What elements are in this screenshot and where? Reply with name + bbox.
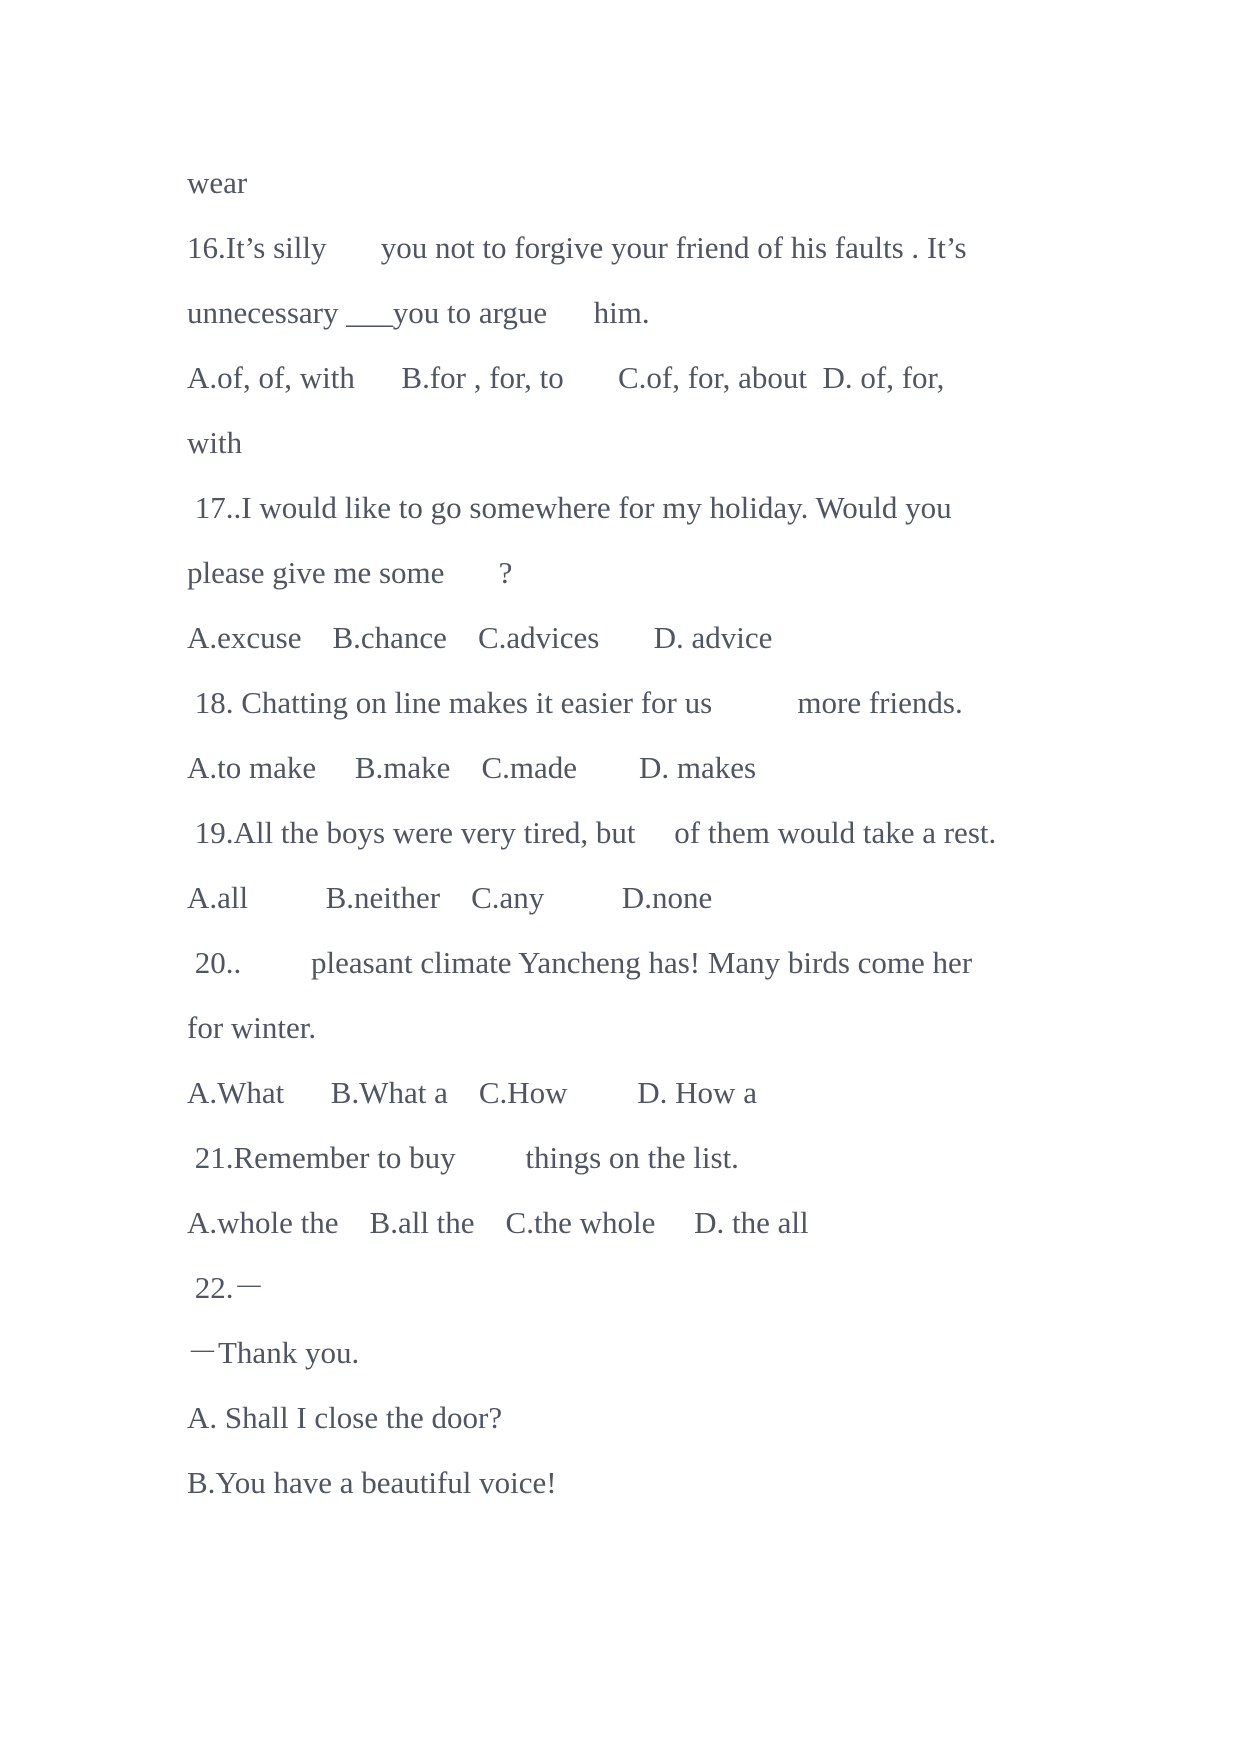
question-19: 19.All the boys were very tired, but of them would take a rest. xyxy=(187,815,997,850)
question-22-reply: －Thank you. xyxy=(187,1335,360,1370)
question-17-options: A.excuse B.chance C.advices D. advice xyxy=(187,620,773,655)
question-16-line-1: 16.It’s silly you not to forgive your friend of his faults . It’s xyxy=(187,230,967,265)
question-16-options: A.of, of, with B.for , for, to C.of, for, about D. of, for, xyxy=(187,360,945,395)
question-20-line-1: 20.. pleasant climate Yancheng has! Many birds come her xyxy=(187,945,973,980)
question-17-line-2: please give me some ? xyxy=(187,555,513,590)
question-20-line-2: for winter. xyxy=(187,1010,317,1045)
question-22: 22.－ xyxy=(187,1270,265,1305)
question-18: 18. Chatting on line makes it easier for us more friends. xyxy=(187,685,963,720)
question-17-line-1: 17..I would like to go somewhere for my holiday. Would you xyxy=(187,490,952,525)
text-line-wear: wear xyxy=(187,165,248,200)
question-22-option-a: A. Shall I close the door? xyxy=(187,1400,503,1435)
question-16-line-2: unnecessary ___you to argue him. xyxy=(187,295,650,330)
question-20-options: A.What B.What a C.How D. How a xyxy=(187,1075,757,1110)
question-21: 21.Remember to buy things on the list. xyxy=(187,1140,739,1175)
question-22-option-b: B.You have a beautiful voice! xyxy=(187,1465,557,1500)
question-21-options: A.whole the B.all the C.the whole D. the all xyxy=(187,1205,809,1240)
question-16-options-cont: with xyxy=(187,425,243,460)
question-18-options: A.to make B.make C.made D. makes xyxy=(187,750,757,785)
question-19-options: A.all B.neither C.any D.none xyxy=(187,880,713,915)
